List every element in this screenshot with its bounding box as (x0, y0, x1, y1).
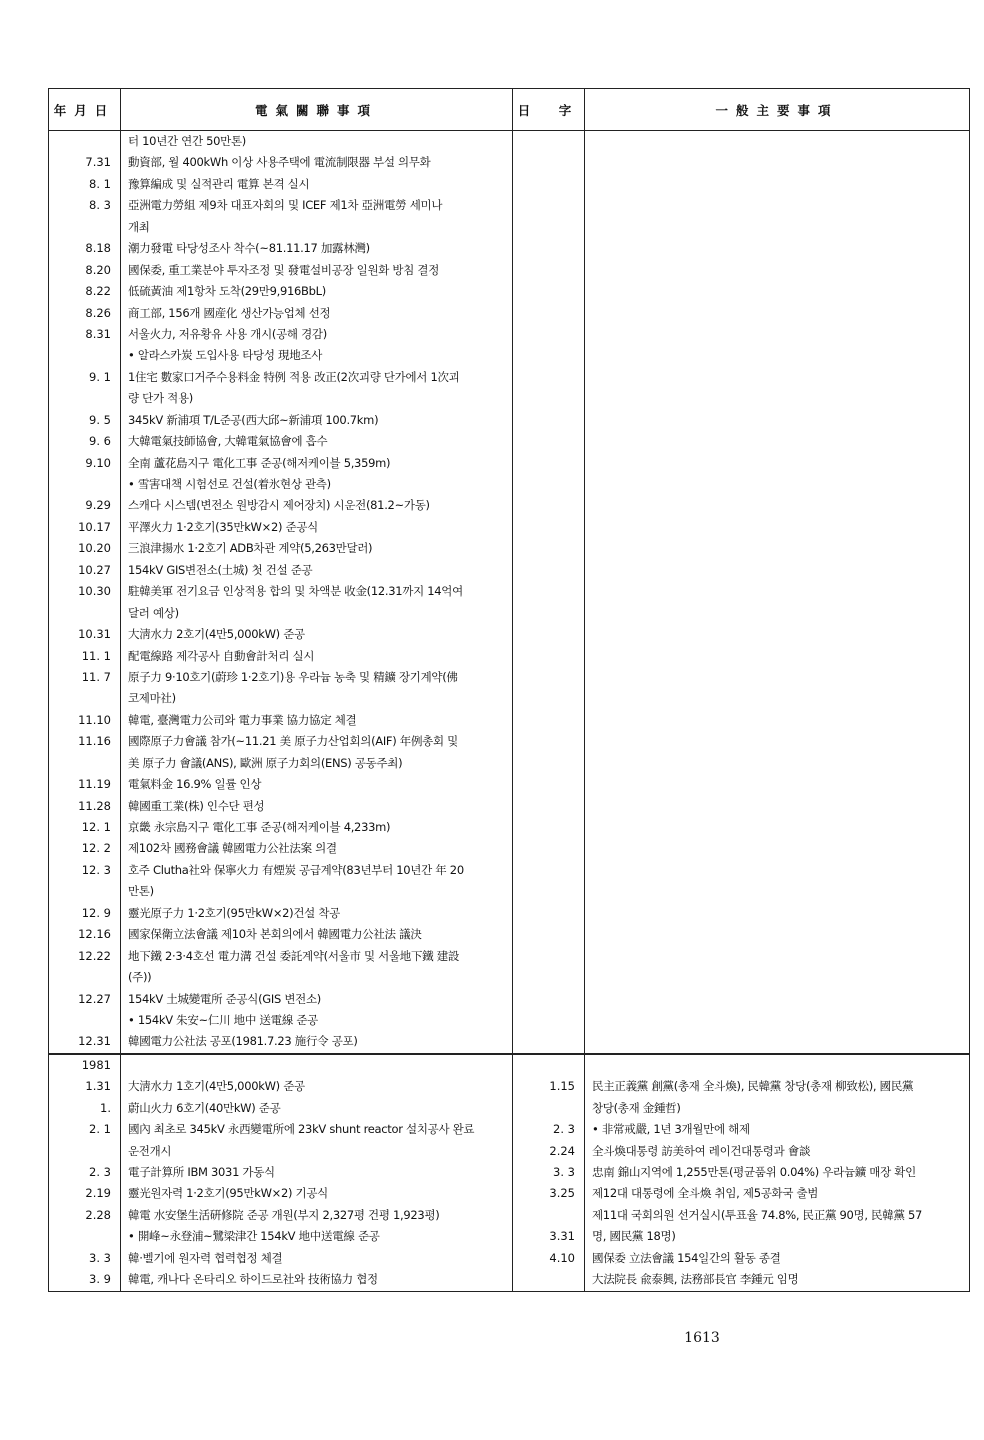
year-1981-block (49, 1054, 970, 1291)
general-entry-text: 창당(총재 金鍾哲) (592, 1100, 681, 1115)
entry-date: 11.16 (78, 734, 111, 749)
chronology-table (48, 88, 970, 1292)
entry-text: 原子力 9·10호기(蔚珍 1·2호기)용 우라늄 농축 및 精鑛 장기계약(佛 (128, 669, 458, 684)
entry-text: 駐韓美軍 전기요금 인상적용 합의 및 차액분 收金(12.31까지 14억여 (128, 584, 463, 599)
entry-text: 潮力發電 타당성조사 착수(~81.11.17 加露林灣) (128, 241, 370, 256)
entry-text: 京畿 永宗島지구 電化工事 준공(해저케이블 4,233m) (128, 820, 391, 834)
entry-date: 11.28 (78, 798, 111, 813)
page-number: 1613 (684, 1330, 720, 1346)
entry-text: 달러 예상) (128, 605, 179, 620)
general-events-1980-cell (585, 131, 970, 1054)
entry-date: 10.27 (78, 562, 111, 577)
entry-text: 량 단가 적용) (128, 391, 193, 406)
entry-text: 地下鐵 2·3·4호선 電力溝 건설 委託계약(서울市 및 서울地下鐵 建設 (128, 948, 460, 963)
entry-date: 12.16 (78, 927, 111, 942)
entry-text: 345kV 新浦項 T/L준공(西大邱~新浦項 100.7km) (128, 412, 379, 427)
entry-text: 서울火力, 저유황유 사용 개시(공해 경감) (128, 326, 327, 341)
entry-text: 電氣料金 16.9% 일률 인상 (128, 777, 262, 792)
entry-text: 國內 최초로 345kV 永西變電所에 23kV shunt reactor 설치공사 완료 (128, 1122, 475, 1137)
entry-date: 11. 7 (81, 669, 111, 684)
events-1980-cell (121, 131, 513, 1054)
general-entry-text: 國保委 立法會議 154일간의 활동 종결 (592, 1250, 781, 1265)
entry-text: 大淸水力 1호기(4만5,000kW) 준공 (128, 1079, 305, 1094)
entry-text: 電子計算所 IBM 3031 가동식 (128, 1165, 275, 1179)
entry-date: 3. 9 (89, 1272, 111, 1287)
entry-text: 호주 Clutha社와 保寧火力 有煙炭 공급계약(83년부터 10년간 年 20 (128, 862, 464, 877)
entry-date: 12.27 (78, 991, 111, 1006)
entry-date: 9.10 (85, 455, 111, 470)
entry-date: 11. 1 (81, 648, 111, 663)
general-entry-text: 제11대 국회의원 선거실시(투표율 74.8%, 民正黨 90명, 民韓黨 57 (592, 1207, 923, 1222)
entry-date (49, 217, 120, 238)
entry-date (49, 1141, 120, 1162)
entry-date (49, 388, 120, 409)
entry-date (49, 345, 120, 366)
general-entry-text: 명, 國民黨 18명) (592, 1229, 676, 1244)
general-dates-1980-cell (513, 131, 585, 1054)
general-entry-date (513, 1269, 584, 1290)
entry-text: 1住宅 數家口거주수용料金 特例 적용 改正(2次괴량 단가에서 1次괴 (128, 369, 460, 384)
entry-date: 11.19 (78, 777, 111, 792)
entry-date: 3. 3 (89, 1250, 111, 1265)
entry-text: 低硫黃油 제1항차 도착(29만9,916BbL) (128, 284, 326, 299)
entry-date: 2.19 (85, 1186, 111, 1201)
general-events-1981-cell (585, 1054, 970, 1291)
entry-text: 動資部, 월 400kWh 이상 사용주택에 電流制限器 부설 의무화 (128, 155, 431, 170)
entry-text: 國家保衛立法會議 제10차 본회의에서 韓國電力公社法 議決 (128, 927, 422, 942)
entry-text: 國際原子力會議 참가(~11.21 美 原子力산업회의(AIF) 年例총회 및 (128, 734, 458, 749)
entry-text: 大韓電氣技師協會, 大韓電氣協會에 흡수 (128, 434, 328, 449)
entry-date (49, 474, 120, 495)
entry-text: 商工部, 156개 國産化 생산가능업체 선정 (128, 305, 331, 320)
year-1980-block (49, 131, 970, 1054)
entry-date: 9. 5 (89, 412, 111, 427)
general-entry-date (513, 1098, 584, 1119)
general-entry-text: 全斗煥대통령 訪美하여 레이건대통령과 會談 (592, 1143, 811, 1158)
general-dates-1981-cell (513, 1054, 585, 1291)
entry-text: • 雪害대책 시험선로 건설(着氷현상 관측) (128, 477, 331, 491)
entry-date: 12. 1 (81, 820, 111, 834)
entry-text: 全南 蘆花島지구 電化工事 준공(해저케이블 5,359m) (128, 455, 391, 470)
dates-1981-cell (49, 1054, 121, 1291)
header-day: 日 字 (513, 89, 585, 131)
general-entry-text: • 非常戒嚴, 1년 3개월만에 해제 (592, 1122, 750, 1137)
header-electric-events: 電氣關聯事項 (121, 89, 513, 131)
entry-date: 7.31 (85, 155, 111, 170)
year-label: 1981 (81, 1057, 111, 1072)
entry-text: 운전개시 (128, 1143, 172, 1158)
entry-text: • 알라스카炭 도입사용 타당성 現地조사 (128, 348, 323, 363)
entry-text: (주)) (128, 970, 152, 985)
entry-date: 8. 1 (89, 176, 111, 191)
entry-text: 靈光原子力 1·2호기(95만kW×2)건설 착공 (128, 905, 340, 920)
entry-date: 10.20 (78, 541, 111, 556)
events-1981-cell (121, 1054, 513, 1291)
entry-text: 平澤火力 1·2호기(35만kW×2) 준공식 (128, 519, 318, 534)
entry-text: 三浪津揚水 1·2호기 ADB차관 계약(5,263만달러) (128, 541, 373, 556)
entry-text: 코제마社) (128, 691, 176, 706)
entry-date: 10.17 (78, 519, 111, 534)
year-label-spacer (513, 1055, 584, 1076)
entry-date (49, 753, 120, 774)
entry-date: 12. 2 (81, 841, 111, 856)
entry-text: 154kV GIS변전소(土城) 첫 건설 준공 (128, 562, 313, 577)
general-entry-date: 3. 3 (553, 1165, 575, 1179)
dates-1980-cell (49, 131, 121, 1054)
entry-date (49, 1226, 120, 1247)
general-entry-date: 1.15 (549, 1079, 575, 1094)
entry-date: 12.31 (78, 1034, 111, 1049)
entry-date: 11.10 (78, 712, 111, 727)
entry-date: 10.31 (78, 627, 111, 642)
entry-date: 10.30 (78, 584, 111, 599)
entry-date (49, 1010, 120, 1031)
entry-text: 韓電, 캐나다 온타리오 하이드로社와 技術協力 협정 (128, 1272, 378, 1287)
entry-date (49, 688, 120, 709)
general-entry-date (513, 1205, 584, 1226)
general-entry-date: 3.31 (549, 1229, 575, 1244)
entry-date (49, 967, 120, 988)
entry-text: 제102차 國務會議 韓國電力公社法案 의결 (128, 841, 337, 856)
entry-date: 8.31 (85, 326, 111, 341)
entry-text: • 開峰~永登浦~鷺梁津간 154kV 地中送電線 준공 (128, 1229, 380, 1244)
entry-date: 12. 3 (81, 862, 111, 877)
year-label-spacer (585, 1055, 969, 1076)
entry-text: 스캐다 시스템(변전소 원방감시 제어장치) 시운전(81.2~가동) (128, 498, 430, 513)
entry-date: 9. 6 (89, 434, 111, 449)
general-entry-date: 4.10 (549, 1250, 575, 1265)
entry-date: 12.22 (78, 948, 111, 963)
entry-date: 2. 1 (89, 1122, 111, 1137)
general-entry-text: 民主正義黨 創黨(총재 全斗煥), 民韓黨 창당(총재 柳致松), 國民黨 (592, 1079, 914, 1094)
entry-date (49, 881, 120, 902)
general-entry-date: 3.25 (549, 1186, 575, 1201)
entry-text: 개최 (128, 219, 150, 234)
entry-date: 8. 3 (89, 198, 111, 213)
entry-date: 8.18 (85, 241, 111, 256)
header-row (49, 89, 970, 131)
header-general-events: 一般主要事項 (585, 89, 970, 131)
entry-text: 韓電 水安堡生活硏修院 준공 개원(부지 2,327평 건평 1,923평) (128, 1207, 440, 1222)
entry-text: 靈光원자력 1·2호기(95만kW×2) 기공식 (128, 1186, 328, 1201)
entry-text: 韓電, 臺灣電力公司와 電力事業 協力協定 체결 (128, 712, 357, 727)
entry-text: 大淸水力 2호기(4만5,000kW) 준공 (128, 627, 305, 642)
entry-text: 韓國電力公社法 공포(1981.7.23 施行令 공포) (128, 1034, 358, 1049)
chronology-table-sheet (48, 88, 969, 1292)
entry-text: 豫算編成 및 실적관리 電算 본격 실시 (128, 176, 310, 191)
entry-text: 蔚山火力 6호기(40만kW) 준공 (128, 1100, 281, 1115)
entry-text: 國保委, 重工業분야 투자조정 및 發電설비공장 일원화 방침 결정 (128, 262, 440, 277)
entry-text: 亞洲電力勞組 제9차 대표자회의 및 ICEF 제1차 亞洲電勞 세미나 (128, 198, 443, 213)
entry-date: 8.26 (85, 305, 111, 320)
entry-date: 2. 3 (89, 1165, 111, 1179)
entry-date: 1.31 (85, 1079, 111, 1094)
entry-date: 8.20 (85, 262, 111, 277)
entry-text: 154kV 土城變電所 준공식(GIS 변전소) (128, 991, 321, 1006)
entry-text: 韓·벨기에 원자력 협력협정 체결 (128, 1250, 283, 1265)
year-label-spacer (121, 1055, 512, 1076)
entry-date: 9. 1 (89, 369, 111, 384)
entry-date (49, 603, 120, 624)
header-date: 年月日 (49, 89, 121, 131)
entry-text: 만톤) (128, 884, 154, 899)
entry-date (49, 131, 120, 152)
general-entry-date: 2. 3 (553, 1122, 575, 1137)
entry-text: 터 10년간 연간 50만톤) (128, 134, 246, 148)
general-entry-text: 忠南 錦山지역에 1,255만톤(평균품위 0.04%) 우라늄鑛 매장 확인 (592, 1165, 916, 1179)
general-entry-text: 大法院長 兪泰興, 法務部長官 李鍾元 임명 (592, 1272, 799, 1287)
entry-date: 12. 9 (81, 905, 111, 920)
entry-text: 韓國重工業(株) 인수단 편성 (128, 798, 265, 813)
entry-text: • 154kV 朱安~仁川 地中 送電線 준공 (128, 1012, 318, 1027)
general-entry-text: 제12대 대통령에 全斗煥 취임, 제5공화국 출범 (592, 1186, 819, 1201)
entry-text: 美 原子力 會議(ANS), 歐洲 原子力회의(ENS) 공동주최) (128, 755, 403, 770)
general-entry-date: 2.24 (549, 1143, 575, 1158)
entry-date: 1. (100, 1100, 111, 1115)
entry-date: 8.22 (85, 284, 111, 299)
entry-text: 配電線路 제각공사 自動會計처리 실시 (128, 648, 315, 663)
entry-date: 9.29 (85, 498, 111, 513)
entry-date: 2.28 (85, 1207, 111, 1222)
